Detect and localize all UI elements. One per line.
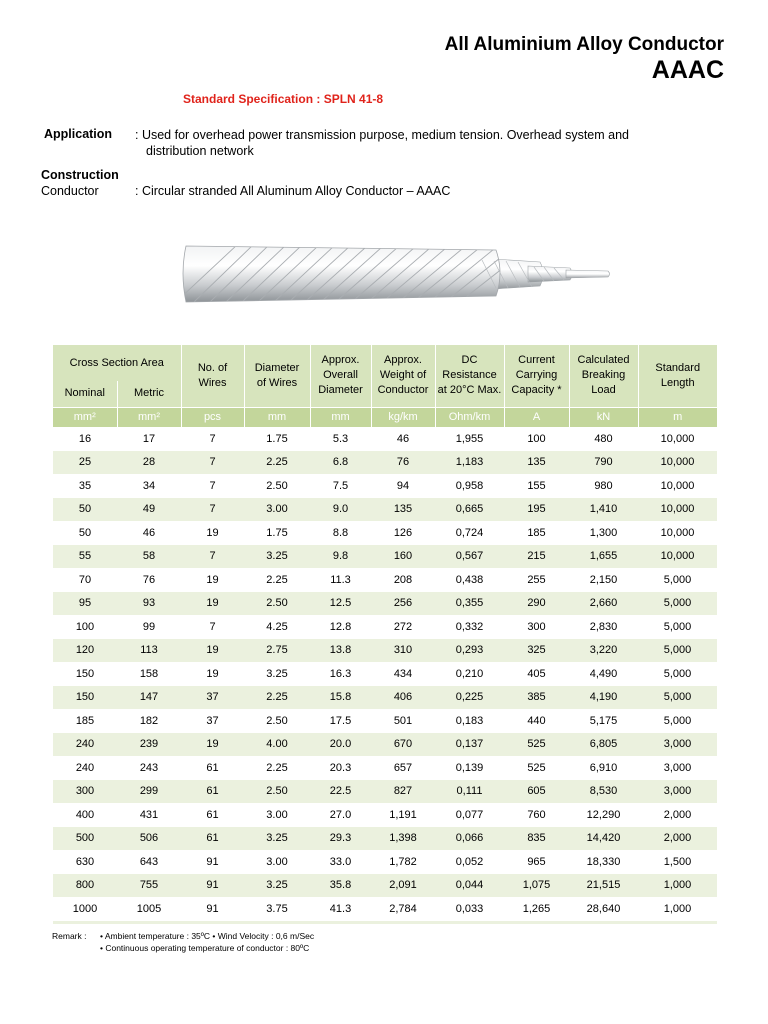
table-cell: 27.0 [329, 808, 352, 821]
table-cell: 19 [206, 573, 219, 586]
table-cell: 150 [53, 686, 117, 710]
header-row [53, 345, 717, 381]
table-cell: 434 [393, 667, 413, 680]
table-cell: 525 [504, 733, 569, 757]
table-cell: 135 [504, 451, 569, 475]
table-cell: 50 [53, 498, 117, 522]
table-cell: 19 [181, 592, 244, 616]
table-cell: 1,191 [389, 808, 417, 821]
table-cell: 120 [53, 639, 117, 663]
construction-label: Construction [41, 168, 119, 182]
table-cell: 7 [181, 451, 244, 475]
table-cell: 3.25 [244, 827, 310, 851]
table-cell: 19 [206, 667, 219, 680]
unit-cell: mm [244, 407, 310, 427]
table-cell: 256 [371, 592, 435, 616]
table-cell: 1005 [136, 902, 162, 915]
table-cell: 9.8 [310, 545, 371, 569]
table-cell: 22.5 [310, 780, 371, 804]
table-cell: 835 [504, 827, 569, 851]
table-cell: 17.5 [329, 714, 352, 727]
table-cell: 160 [371, 545, 435, 569]
table-cell: 195 [504, 498, 569, 522]
table-cell: 5,000 [638, 686, 717, 710]
table-cell: 5,175 [589, 714, 618, 727]
table-cell: 1,075 [504, 874, 569, 898]
table-cell: 7 [209, 432, 216, 445]
unit-cell: mm [310, 407, 371, 427]
table-cell: 5,000 [663, 620, 692, 633]
table-cell: 185 [527, 526, 546, 539]
table-cell: 4,190 [569, 686, 638, 710]
table-cell: 147 [117, 686, 181, 710]
header-standard-length: Standard Length [638, 345, 717, 407]
table-cell: 1000 [72, 902, 98, 915]
table-cell: 0,066 [435, 827, 504, 851]
table-cell: 8.8 [332, 526, 349, 539]
table-cell: 6,805 [569, 733, 638, 757]
table-cell: 99 [142, 620, 156, 633]
table-cell: 965 [527, 855, 546, 868]
table-cell: 7.5 [332, 479, 349, 492]
table-cell: 28 [117, 451, 181, 475]
table-cell: 0,052 [455, 855, 484, 868]
table-cell: 310 [371, 639, 435, 663]
table-cell: 135 [371, 498, 435, 522]
table-cell: 2,830 [589, 620, 618, 633]
table-cell: 0,958 [455, 479, 484, 492]
table-cell: 406 [371, 686, 435, 710]
table-cell: 4.25 [266, 620, 288, 633]
table-cell: 3,220 [569, 639, 638, 663]
table-cell: 0,355 [435, 592, 504, 616]
table-cell: 7 [209, 620, 216, 633]
table-cell: 1,300 [589, 526, 618, 539]
cable-illustration-icon [178, 240, 618, 306]
table-cell: 20.3 [329, 761, 352, 774]
table-cell: 5.3 [332, 432, 349, 445]
table-cell: 10,000 [638, 545, 717, 569]
table-cell: 405 [527, 667, 546, 680]
title-line2: AAAC [651, 56, 724, 84]
table-cell: 0,077 [455, 808, 484, 821]
table-cell: 34 [142, 479, 156, 492]
table-cell: 10,000 [660, 432, 695, 445]
table-cell: 20.0 [310, 733, 371, 757]
table-cell: 2.50 [244, 592, 310, 616]
table-row [53, 427, 717, 451]
table-cell: 2,150 [589, 573, 618, 586]
conductor-spec-table [53, 345, 717, 921]
table-row [53, 686, 717, 710]
table-cell: 2.50 [266, 479, 288, 492]
remark-line1: • Ambient temperature : 35ºC • Wind Velocity : 0,6 m/Sec [100, 931, 315, 941]
table-cell: 61 [181, 780, 244, 804]
table-cell: 1,782 [389, 855, 417, 868]
table-cell: 5,000 [663, 714, 692, 727]
table-cell: 35 [78, 479, 92, 492]
remark-line2: • Continuous operating temperature of conductor : 80ºC [100, 943, 310, 953]
header-resistance: DC Resistance at 20°C Max. [435, 345, 504, 407]
table-cell: 630 [75, 855, 95, 868]
header-wires: No. of Wires [181, 345, 244, 407]
table-cell: 18,330 [586, 855, 621, 868]
table-cell: 385 [504, 686, 569, 710]
table-row [53, 521, 717, 545]
table-cell: 0,438 [455, 573, 484, 586]
table-cell: 500 [53, 827, 117, 851]
conductor-text: : Circular stranded All Aluminum Alloy Conductor – AAAC [135, 184, 451, 198]
table-cell: 61 [181, 827, 244, 851]
table-cell: 126 [393, 526, 413, 539]
table-cell: 93 [117, 592, 181, 616]
header-diameter: Diameter of Wires [244, 345, 310, 407]
table-cell: 19 [181, 733, 244, 757]
table-cell: 2,091 [371, 874, 435, 898]
table-cell: 113 [117, 639, 181, 663]
table-row [53, 709, 717, 733]
remark-label: Remark : [52, 931, 87, 941]
header-metric: Metric [117, 381, 181, 407]
application-text [135, 127, 675, 159]
table-cell: 760 [527, 808, 546, 821]
table-cell: 29.3 [310, 827, 371, 851]
table-cell: 155 [527, 479, 546, 492]
table-cell: 70 [78, 573, 92, 586]
table-cell: 208 [393, 573, 413, 586]
table-cell: 0,044 [435, 874, 504, 898]
table-cell: 8,530 [569, 780, 638, 804]
table-cell: 61 [206, 761, 219, 774]
table-cell: 501 [393, 714, 413, 727]
table-cell: 2.25 [244, 686, 310, 710]
table-cell: 2.25 [244, 451, 310, 475]
table-cell: 21,515 [569, 874, 638, 898]
table-cell: 55 [53, 545, 117, 569]
table-cell: 0,111 [435, 780, 504, 804]
table-cell: 6,910 [589, 761, 618, 774]
table-cell: 2.25 [266, 573, 288, 586]
table-cell: 16 [78, 432, 92, 445]
table-cell: 2,000 [638, 827, 717, 851]
table-cell: 33.0 [329, 855, 352, 868]
table-cell: 506 [117, 827, 181, 851]
table-cell: 3,000 [638, 733, 717, 757]
table-cell: 100 [527, 432, 546, 445]
table-cell: 643 [139, 855, 159, 868]
table-cell: 13.8 [310, 639, 371, 663]
table-cell: 3.00 [266, 855, 288, 868]
table-cell: 12.5 [310, 592, 371, 616]
table-cell: 3,000 [638, 780, 717, 804]
application-text-line1: : Used for overhead power transmission purpose, medium tension. Overhead system and [135, 128, 629, 142]
table-cell: 300 [527, 620, 546, 633]
table-cell: 0,332 [455, 620, 484, 633]
table-cell: 0,183 [455, 714, 484, 727]
table-cell: 440 [527, 714, 546, 727]
header-weight: Approx. Weight of Conductor [371, 345, 435, 407]
table-cell: 61 [206, 808, 219, 821]
table-cell: 2,660 [569, 592, 638, 616]
table-cell: 50 [78, 526, 92, 539]
table-cell: 2,000 [663, 808, 692, 821]
table-row [53, 850, 717, 874]
units-row [53, 407, 717, 427]
table-row [53, 639, 717, 663]
table-cell: 37 [181, 686, 244, 710]
table-cell: 100 [75, 620, 95, 633]
table-cell: 670 [371, 733, 435, 757]
table-row [53, 592, 717, 616]
table-cell: 480 [594, 432, 613, 445]
table-cell: 2,784 [389, 902, 417, 915]
table-cell: 0,293 [435, 639, 504, 663]
table-cell: 431 [139, 808, 159, 821]
table-cell: 46 [396, 432, 410, 445]
table-cell: 790 [569, 451, 638, 475]
table-cell: 150 [75, 667, 95, 680]
table-cell: 95 [53, 592, 117, 616]
table-cell: 215 [504, 545, 569, 569]
table-cell: 17 [142, 432, 156, 445]
table-cell: 7 [209, 479, 216, 492]
table-cell: 37 [206, 714, 219, 727]
table-cell: 3.25 [244, 874, 310, 898]
title-line1: All Aluminium Alloy Conductor [444, 34, 724, 55]
table-row [53, 662, 717, 686]
table-cell: 182 [139, 714, 159, 727]
table-row [53, 474, 717, 498]
table-cell: 240 [75, 761, 95, 774]
header-overall-diameter: Approx. Overall Diameter [310, 345, 371, 407]
table-cell: 91 [206, 902, 219, 915]
table-cell: 49 [117, 498, 181, 522]
table-cell: 25 [53, 451, 117, 475]
table-cell: 3.00 [244, 498, 310, 522]
table-cell: 0,210 [455, 667, 484, 680]
table-cell: 1,265 [522, 902, 551, 915]
unit-cell: pcs [181, 407, 244, 427]
table-cell: 605 [504, 780, 569, 804]
page-title [445, 34, 724, 84]
table-cell: 35.8 [310, 874, 371, 898]
table-row [53, 568, 717, 592]
table-cell: 657 [393, 761, 413, 774]
table-cell: 243 [139, 761, 159, 774]
table-cell: 10,000 [660, 479, 695, 492]
unit-cell: Ohm/km [435, 407, 504, 427]
table-cell: 94 [396, 479, 410, 492]
table-cell: 12,290 [586, 808, 621, 821]
table-cell: 7 [181, 545, 244, 569]
standard-specification: Standard Specification : SPLN 41-8 [183, 92, 384, 106]
table-cell: 255 [527, 573, 546, 586]
table-cell: 12.8 [329, 620, 352, 633]
table-cell: 240 [53, 733, 117, 757]
table-cell: 1,500 [663, 855, 692, 868]
table-cell: 158 [139, 667, 159, 680]
table-cell: 5,000 [638, 639, 717, 663]
table-cell: 0,665 [435, 498, 504, 522]
table-cell: 300 [53, 780, 117, 804]
table-cell: 2.75 [244, 639, 310, 663]
unit-cell: kN [569, 407, 638, 427]
unit-cell: mm² [53, 407, 117, 427]
table-cell: 3,000 [663, 761, 692, 774]
table-cell: 3.25 [244, 545, 310, 569]
table-cell: 7 [181, 498, 244, 522]
table-cell: 4,490 [589, 667, 618, 680]
table-cell: 1.75 [266, 432, 288, 445]
header-cross-section: Cross Section Area [53, 345, 181, 381]
table-cell: 14,420 [569, 827, 638, 851]
table-cell: 10,000 [638, 451, 717, 475]
table-cell: 15.8 [310, 686, 371, 710]
table-cell: 239 [117, 733, 181, 757]
table-cell: 4.00 [244, 733, 310, 757]
table-cell: 19 [206, 526, 219, 539]
table-body [53, 427, 717, 921]
table-cell: 400 [75, 808, 95, 821]
table-cell: 0,033 [455, 902, 484, 915]
table-row [53, 545, 717, 569]
table-cell: 1,398 [371, 827, 435, 851]
table-cell: 91 [181, 874, 244, 898]
table-row [53, 874, 717, 898]
table-cell: 6.8 [310, 451, 371, 475]
table-cell: 3.75 [266, 902, 288, 915]
application-text-line2: distribution network [146, 144, 254, 158]
table-cell: 1,955 [455, 432, 484, 445]
table-cell: 1,183 [435, 451, 504, 475]
table-cell: 0,724 [455, 526, 484, 539]
table-bottom-band [53, 921, 717, 924]
table-cell: 28,640 [586, 902, 621, 915]
table-cell: 19 [181, 639, 244, 663]
table-row [53, 451, 717, 475]
header-current: Current Carrying Capacity * [504, 345, 569, 407]
table-cell: 10,000 [638, 498, 717, 522]
unit-cell: kg/km [371, 407, 435, 427]
table-cell: 1,000 [663, 902, 692, 915]
table-cell: 1,655 [569, 545, 638, 569]
table-cell: 2.50 [244, 780, 310, 804]
table-cell: 0,139 [455, 761, 484, 774]
table-cell: 5,000 [638, 592, 717, 616]
table-cell: 800 [53, 874, 117, 898]
header-nominal: Nominal [53, 381, 117, 407]
table-cell: 3.25 [266, 667, 288, 680]
table-cell: 980 [594, 479, 613, 492]
table-cell: 525 [527, 761, 546, 774]
table-cell: 16.3 [329, 667, 352, 680]
table-cell: 5,000 [663, 573, 692, 586]
table-cell: 11.3 [330, 573, 351, 586]
table-cell: 0,225 [435, 686, 504, 710]
table-cell: 76 [371, 451, 435, 475]
table-cell: 0,137 [435, 733, 504, 757]
header-breaking-load: Calculated Breaking Load [569, 345, 638, 407]
table-cell: 5,000 [663, 667, 692, 680]
table-cell: 325 [504, 639, 569, 663]
table-cell: 827 [371, 780, 435, 804]
table-cell: 58 [117, 545, 181, 569]
table-cell: 2.25 [266, 761, 288, 774]
table-row [53, 498, 717, 522]
table-row [53, 756, 717, 780]
table-cell: 41.3 [329, 902, 352, 915]
table-row [53, 897, 717, 921]
table-cell: 272 [393, 620, 413, 633]
table-row [53, 733, 717, 757]
table-cell: 185 [75, 714, 95, 727]
table-cell: 1.75 [266, 526, 288, 539]
conductor-label: Conductor [41, 184, 99, 198]
table-cell: 299 [117, 780, 181, 804]
table-cell: 1,410 [569, 498, 638, 522]
table-cell: 755 [117, 874, 181, 898]
table-row [53, 803, 717, 827]
table-row [53, 780, 717, 804]
unit-cell: mm² [117, 407, 181, 427]
table-cell: 91 [206, 855, 219, 868]
table-cell: 46 [142, 526, 156, 539]
table-row [53, 615, 717, 639]
table-cell: 0,567 [435, 545, 504, 569]
table-cell: 10,000 [660, 526, 695, 539]
table-cell: 3.00 [266, 808, 288, 821]
remark-lines [100, 930, 500, 954]
table-cell: 290 [504, 592, 569, 616]
table-cell: 76 [142, 573, 156, 586]
unit-cell: m [638, 407, 717, 427]
application-label: Application [44, 127, 113, 141]
unit-cell: A [504, 407, 569, 427]
table-cell: 2.50 [266, 714, 288, 727]
table-cell: 1,000 [638, 874, 717, 898]
table-row [53, 827, 717, 851]
table-cell: 9.0 [310, 498, 371, 522]
